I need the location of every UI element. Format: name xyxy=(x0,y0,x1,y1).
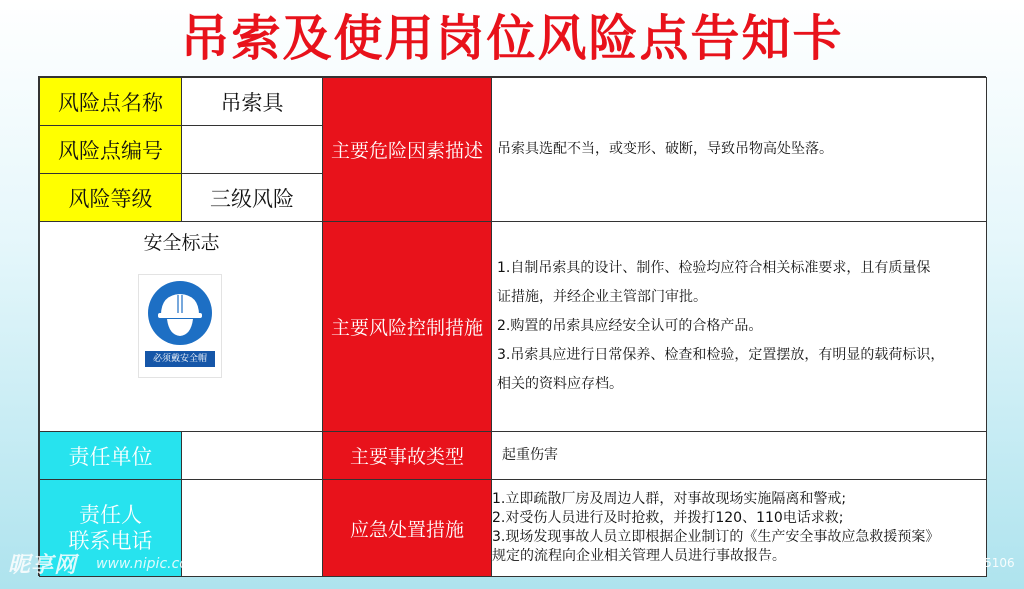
watermark-url: www.nipic.com xyxy=(96,556,202,572)
control-label: 主要风险控制措施 xyxy=(322,221,492,432)
safety-sign-area xyxy=(39,221,323,432)
resp-unit-value xyxy=(181,431,323,480)
emergency-label: 应急处置措施 xyxy=(322,479,492,577)
risk-level-label: 风险等级 xyxy=(39,173,182,222)
control-line: 2.购置的吊索具应经安全认可的合格产品。 xyxy=(497,318,763,334)
risk-card xyxy=(38,76,986,576)
accident-type-text: 起重伤害 xyxy=(491,431,987,480)
resp-unit-label: 责任单位 xyxy=(39,431,182,480)
emergency-line: 3.现场发现事故人员立即根据企业制订的《生产安全事故应急救援预案》 xyxy=(492,529,940,545)
risk-name-value: 吊索具 xyxy=(181,77,323,126)
safety-sign xyxy=(138,274,222,378)
safety-sign-title: 安全标志 xyxy=(143,232,220,254)
resp-person-label-line2: 联系电话 xyxy=(68,529,153,553)
resp-person-value xyxy=(181,479,323,577)
emergency-line: 2.对受伤人员进行及时抢救，并拨打120、110电话求救; xyxy=(492,510,844,526)
page-title: 吊索及使用岗位风险点告知卡 xyxy=(180,10,844,67)
watermark-logo: 昵享网 xyxy=(8,553,78,578)
control-line: 证措施，并经企业主管部门审批。 xyxy=(497,289,707,305)
risk-name-label: 风险点名称 xyxy=(39,77,182,126)
safety-sign-caption: 必须戴安全帽 xyxy=(145,351,215,367)
risk-code-label: 风险点编号 xyxy=(39,125,182,174)
control-line: 1.自制吊索具的设计、制作、检验均应符合相关标准要求，且有质量保 xyxy=(497,260,931,276)
risk-level-value: 三级风险 xyxy=(181,173,323,222)
resp-person-label-line1: 责任人 xyxy=(79,503,142,527)
accident-type-label: 主要事故类型 xyxy=(322,431,492,480)
risk-code-value xyxy=(181,125,323,174)
hazard-desc-text: 吊索具选配不当，或变形、破断，导致吊物高处坠落。 xyxy=(491,77,987,222)
control-line: 3.吊索具应进行日常保养、检查和检验，定置摆放，有明显的载荷标识， xyxy=(497,347,945,363)
emergency-line: 规定的流程向企业相关管理人员进行事故报告。 xyxy=(492,548,786,564)
control-text xyxy=(491,221,987,432)
emergency-line: 1.立即疏散厂房及周边人群，对事故现场实施隔离和警戒; xyxy=(492,491,847,507)
hard-hat-icon xyxy=(139,275,223,351)
watermark-id: ID:32084968 NO:20260401093607305106 xyxy=(758,556,1015,570)
hazard-desc-label: 主要危险因素描述 xyxy=(322,77,492,222)
control-line: 相关的资料应存档。 xyxy=(497,376,623,392)
